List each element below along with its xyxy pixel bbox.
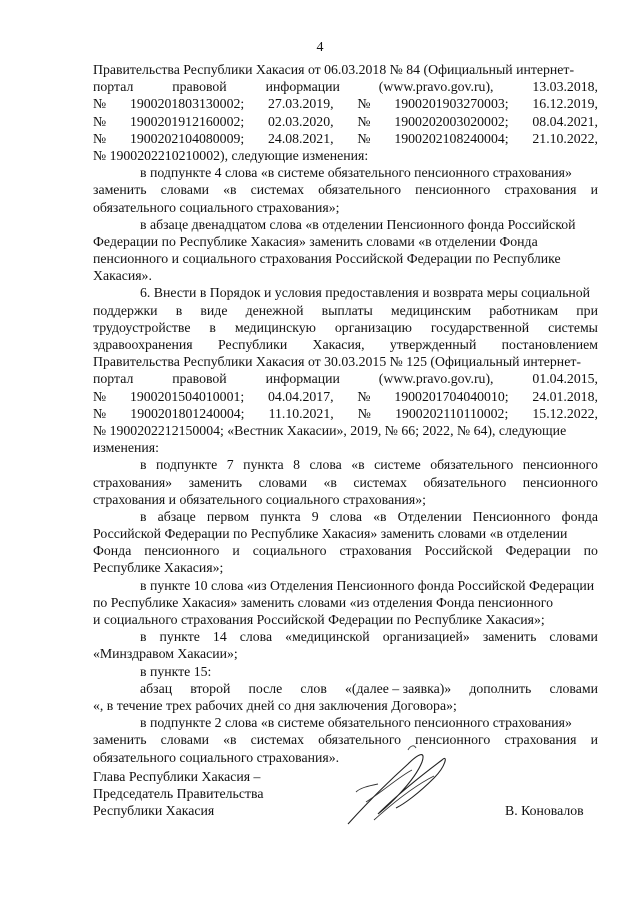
text-word: 1900201912160002; bbox=[129, 113, 245, 129]
text-word: Правительства Республики Хакасия от 30.03.2015 № 125 (Официальный интернет- bbox=[93, 354, 581, 370]
text-word: Федерации по Республике Хакасия» заменить словами «в отделении Фонда bbox=[93, 233, 538, 249]
text-word: фонда bbox=[561, 508, 598, 524]
text-word: правовой bbox=[172, 79, 227, 95]
text-word: слова bbox=[239, 629, 273, 645]
text-word: 14 bbox=[212, 629, 227, 645]
text-word: «(далее – заявка)» bbox=[344, 680, 452, 696]
text-line bbox=[93, 611, 598, 628]
text-word: словами bbox=[160, 182, 210, 198]
text-word: № bbox=[93, 388, 107, 404]
text-word: обязательного социального страхования». bbox=[93, 749, 340, 765]
text-word: 1900202003020002; bbox=[394, 113, 509, 129]
text-word: заменить bbox=[482, 629, 537, 645]
text-line bbox=[93, 491, 598, 508]
text-word: 1900202108240004; bbox=[394, 130, 509, 146]
text-line bbox=[93, 577, 598, 594]
text-word: утвержденный bbox=[389, 337, 477, 352]
text-word: государственной bbox=[430, 319, 530, 335]
text-word: Российской bbox=[424, 543, 493, 559]
text-line bbox=[93, 216, 598, 233]
text-line bbox=[93, 78, 598, 95]
text-word: пенсионного bbox=[522, 457, 598, 473]
text-word: слов bbox=[300, 680, 327, 696]
text-word: страхования bbox=[504, 732, 577, 748]
text-word: в подпункте 2 слова «в системе обязательного пенсионного страхования» bbox=[140, 715, 572, 731]
text-word: 21.10.2022, bbox=[532, 130, 598, 146]
text-word: «Минздравом Хакасии»; bbox=[93, 646, 238, 662]
text-word: заменить bbox=[188, 474, 243, 490]
text-line bbox=[93, 199, 598, 216]
text-line bbox=[93, 439, 598, 456]
text-word: страхования bbox=[504, 182, 577, 198]
text-word: обязательного социального страхования»; bbox=[93, 199, 340, 215]
text-word: словами bbox=[549, 680, 598, 696]
text-word: выплаты bbox=[321, 302, 373, 318]
text-word: 1900202110110002; bbox=[395, 405, 509, 421]
text-word: в bbox=[209, 319, 216, 335]
text-word: 16.12.2019, bbox=[532, 96, 598, 112]
text-word: Правительства Республики Хакасия от 06.03.2018 № 84 (Официальный интернет- bbox=[93, 62, 575, 77]
text-word: Российской Федерации по Республике Хакасия» заменить словами «в отделении bbox=[93, 526, 568, 542]
text-word: 08.04.2021, bbox=[532, 113, 598, 129]
signature-title-line: Глава Республики Хакасия – bbox=[93, 769, 261, 784]
text-word: и социального страхования Российской Федерации по Республике Хакасия»; bbox=[93, 612, 545, 627]
text-word: страхования и обязательного социального страхования»; bbox=[93, 491, 426, 507]
text-line bbox=[93, 508, 598, 525]
text-word: № bbox=[357, 113, 371, 129]
text-word: постановлением bbox=[501, 337, 598, 352]
text-word: обязательного bbox=[430, 457, 514, 473]
text-line bbox=[93, 95, 598, 112]
text-word: пенсионного bbox=[415, 732, 491, 748]
text-word: информации bbox=[265, 79, 340, 95]
text-word: и bbox=[590, 732, 598, 748]
text-word: медицинскую bbox=[234, 319, 316, 335]
text-word: Хакасия, bbox=[312, 337, 365, 352]
text-word: пенсионного bbox=[415, 182, 491, 198]
text-word: абзац bbox=[140, 680, 173, 696]
text-word: и bbox=[232, 543, 240, 559]
text-line bbox=[93, 405, 598, 422]
text-word: Фонда bbox=[93, 543, 132, 559]
text-word: словами bbox=[258, 474, 308, 490]
text-word: Отделении bbox=[397, 508, 462, 524]
text-word: поддержки bbox=[93, 302, 158, 318]
text-word: страхования» bbox=[93, 474, 173, 490]
text-word: «в bbox=[373, 508, 387, 524]
text-line bbox=[93, 714, 598, 731]
text-word: пункте bbox=[159, 629, 200, 645]
text-word: словами bbox=[549, 629, 598, 645]
text-line bbox=[93, 353, 598, 370]
text-line bbox=[93, 181, 598, 198]
text-word: пенсионного и социального страхования Российской Федерации по Республике bbox=[93, 251, 561, 267]
text-word: 7 bbox=[226, 457, 234, 473]
text-word: № bbox=[357, 405, 371, 421]
text-line bbox=[93, 388, 598, 405]
text-word: Республике Хакасия»; bbox=[93, 560, 224, 576]
text-line bbox=[93, 663, 598, 680]
text-word: системы bbox=[548, 319, 598, 335]
text-word: 1900201903270003; bbox=[394, 96, 509, 112]
text-line bbox=[93, 370, 598, 387]
text-line bbox=[93, 525, 598, 542]
text-word: Пенсионного bbox=[472, 508, 551, 524]
text-word: «в bbox=[223, 732, 237, 748]
text-word: заменить bbox=[93, 182, 147, 198]
text-word: пенсионного bbox=[522, 474, 598, 490]
text-word: 1900201504010001; bbox=[129, 388, 245, 404]
text-line bbox=[93, 302, 598, 319]
text-word: № bbox=[93, 96, 107, 112]
text-word: 11.10.2021, bbox=[268, 405, 334, 421]
text-word: организацией» bbox=[382, 629, 470, 645]
text-word: системах bbox=[250, 182, 305, 198]
text-word: Хакасия». bbox=[93, 268, 152, 284]
text-word: здравоохранения bbox=[93, 337, 193, 352]
text-word: № bbox=[93, 113, 107, 129]
text-line bbox=[93, 628, 598, 645]
text-word: № bbox=[357, 388, 371, 404]
text-word: «медицинской bbox=[285, 629, 370, 645]
signer-name: В. Коновалов bbox=[505, 803, 584, 818]
text-word: пункта bbox=[243, 457, 284, 473]
text-word: слова bbox=[309, 457, 342, 473]
text-word: системе bbox=[374, 457, 421, 473]
text-word: словами bbox=[160, 732, 210, 748]
text-word: заменить bbox=[93, 732, 147, 748]
text-line bbox=[93, 250, 598, 267]
text-word: 1900201704040010; bbox=[394, 388, 509, 404]
text-word: подпункте bbox=[155, 457, 218, 473]
page-number: 4 bbox=[316, 40, 324, 55]
text-word: 24.01.2018, bbox=[532, 388, 598, 404]
text-word: Республики bbox=[217, 337, 288, 352]
text-word: в подпункте 4 слова «в системе обязательного пенсионного страхования» bbox=[140, 165, 572, 181]
text-word: в пункте 15: bbox=[140, 663, 212, 679]
signature-title-line: Республики Хакасия bbox=[93, 803, 215, 819]
text-word: страхования bbox=[339, 543, 412, 559]
text-word: «в bbox=[351, 457, 365, 473]
text-word: 24.08.2021, bbox=[268, 130, 334, 146]
text-word: денежной bbox=[245, 302, 304, 318]
text-word: виде bbox=[200, 302, 228, 318]
text-word: 6. Внести в Порядок и условия предоставления и возврата меры социальной bbox=[140, 285, 591, 301]
text-word: по bbox=[583, 543, 598, 559]
text-line bbox=[93, 697, 598, 714]
text-line bbox=[93, 267, 598, 284]
text-word: Федерации bbox=[505, 543, 571, 559]
text-word: по Республике Хакасия» заменить словами «из отделения Фонда пенсионного bbox=[93, 594, 553, 610]
text-word: системах bbox=[250, 732, 305, 748]
text-word: 9 bbox=[311, 508, 319, 524]
text-word: дополнить bbox=[469, 680, 532, 696]
text-line bbox=[93, 336, 598, 353]
text-word: первом bbox=[206, 508, 250, 524]
text-word: 1900202104080009; bbox=[129, 130, 245, 146]
text-word: № 1900202212150004; «Вестник Хакасии», 2019, № 66; 2022, № 64), следующие bbox=[93, 422, 567, 438]
text-word: правовой bbox=[172, 371, 227, 387]
signature-title-line: Председатель Правительства bbox=[93, 786, 264, 802]
text-word: в bbox=[140, 629, 147, 645]
text-word: в bbox=[140, 457, 147, 473]
text-line bbox=[93, 233, 598, 250]
text-word: № bbox=[357, 130, 371, 146]
text-word: и bbox=[590, 182, 598, 198]
text-line bbox=[93, 284, 598, 301]
text-word: социального bbox=[252, 543, 327, 559]
text-word: информации bbox=[265, 371, 340, 387]
text-word: 02.03.2020, bbox=[268, 113, 334, 129]
text-word: изменения: bbox=[93, 440, 159, 456]
text-word: в bbox=[140, 508, 147, 524]
text-word: портал bbox=[93, 371, 134, 387]
text-word: 01.04.2015, bbox=[532, 371, 598, 387]
text-word: медицинским bbox=[390, 302, 472, 318]
text-word: 1900201803130002; bbox=[129, 96, 245, 112]
text-word: обязательного bbox=[423, 474, 507, 490]
text-word: «, в течение трех рабочих дней со дня заключения Договора»; bbox=[93, 697, 457, 713]
text-line bbox=[93, 147, 598, 164]
text-word: в пункте 10 слова «из Отделения Пенсионного фонда Российской Федерации bbox=[140, 577, 595, 593]
text-word: в абзаце двенадцатом слова «в отделении Пенсионного фонда Российской bbox=[140, 216, 576, 232]
text-line bbox=[93, 319, 598, 336]
document-body bbox=[93, 61, 598, 766]
text-word: 04.04.2017, bbox=[268, 388, 334, 404]
text-line bbox=[93, 542, 598, 559]
text-line bbox=[93, 559, 598, 576]
handwritten-signature bbox=[338, 742, 468, 832]
text-word: (www.pravo.gov.ru), bbox=[378, 371, 494, 387]
text-word: обязательного bbox=[318, 182, 402, 198]
text-line bbox=[93, 130, 598, 147]
text-word: портал bbox=[93, 79, 134, 95]
text-word: 15.12.2022, bbox=[532, 405, 598, 421]
text-line bbox=[93, 113, 598, 130]
text-word: при bbox=[576, 302, 598, 318]
text-line bbox=[93, 164, 598, 181]
text-word: второй bbox=[190, 680, 231, 696]
text-word: трудоустройстве bbox=[93, 319, 191, 335]
text-word: «в bbox=[323, 474, 337, 490]
text-word: слова bbox=[329, 508, 363, 524]
text-word: обязательного bbox=[318, 732, 402, 748]
text-word: после bbox=[248, 680, 283, 696]
text-word: пенсионного bbox=[144, 543, 220, 559]
text-word: № 1900202210210002), следующие изменения: bbox=[93, 147, 369, 163]
text-word: системах bbox=[353, 474, 407, 490]
text-line bbox=[93, 422, 598, 439]
text-word: № bbox=[93, 130, 107, 146]
text-word: 13.03.2018, bbox=[532, 79, 598, 95]
text-word: № bbox=[93, 405, 107, 421]
text-word: № bbox=[357, 96, 371, 112]
text-line bbox=[93, 680, 598, 697]
text-word: в bbox=[175, 302, 183, 318]
text-line bbox=[93, 645, 598, 662]
signature-title bbox=[93, 768, 263, 820]
text-word: 8 bbox=[293, 457, 300, 473]
text-word: абзаце bbox=[157, 508, 196, 524]
text-line bbox=[93, 61, 598, 78]
text-word: 27.03.2019, bbox=[268, 96, 334, 112]
text-line bbox=[93, 474, 598, 491]
text-word: 1900201801240004; bbox=[130, 405, 245, 421]
text-word: организацию bbox=[334, 319, 412, 335]
text-word: (www.pravo.gov.ru), bbox=[378, 79, 494, 95]
text-word: «в bbox=[223, 182, 237, 198]
text-line bbox=[93, 456, 598, 473]
text-line bbox=[93, 594, 598, 611]
text-word: пункта bbox=[260, 508, 301, 524]
text-word: работникам bbox=[489, 302, 559, 318]
